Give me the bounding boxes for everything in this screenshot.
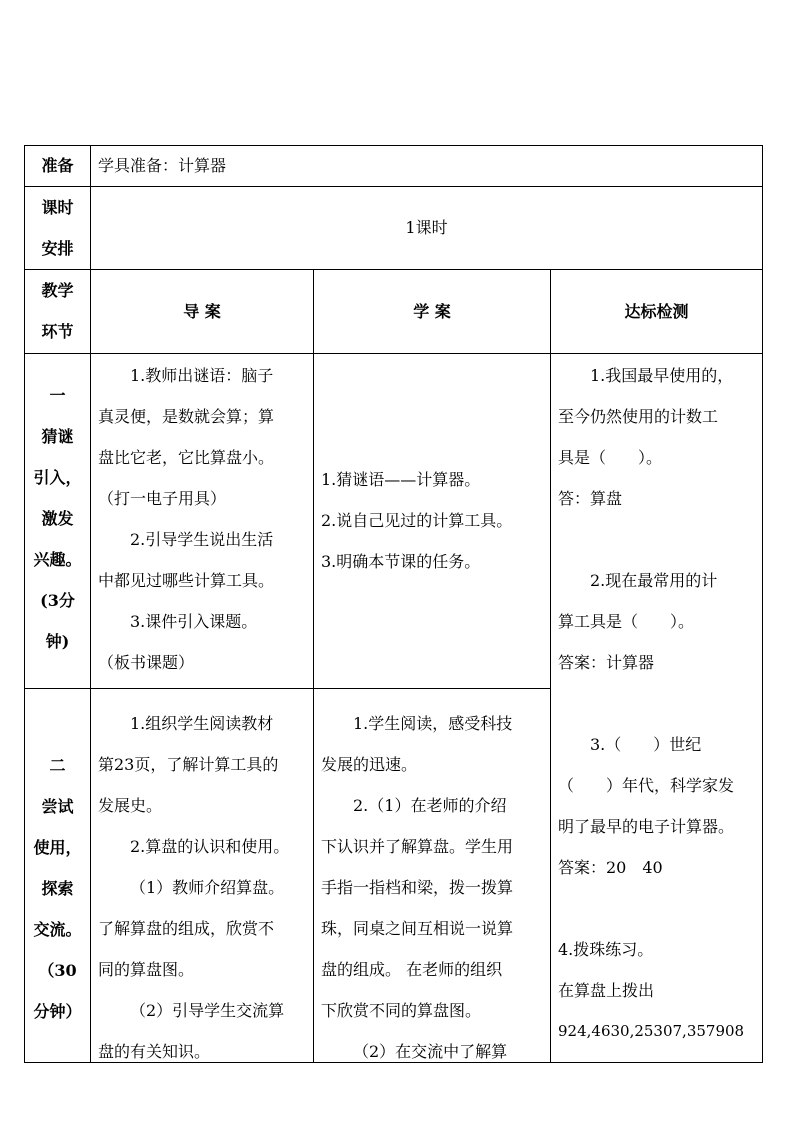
section1-label-line: 钟) [45,632,70,651]
spacer [558,683,761,724]
check-line: 1.我国最早使用的， [590,366,734,385]
study-line: （2）在交流中了解算 [353,1042,508,1061]
study-line: 下认识并了解算盘。学生用 [321,837,514,856]
guide-line: （打一电子用具） [98,489,227,508]
check-line: （ ）年代，科学家发 [558,776,735,795]
time-label [25,187,90,269]
guide-line: 盘比它老，它比算盘小。 [98,448,275,467]
check-line: 至今仍然使用的计数工 [558,407,719,426]
section1-label-line: 猜谜 [41,427,74,446]
guide-line: 同的算盘图。 [98,960,195,979]
study-line: 2.说自己见过的计算工具。 [321,511,513,530]
section1-label-line: 兴趣。 [33,550,82,569]
guide-line: （板书课题） [98,653,195,672]
header-label-line: 教学 [41,281,74,300]
study-line: 手指一指档和梁，拨一拨算 [321,878,514,897]
check-line: 924,4630,25307,357908 [558,1022,745,1040]
section2-study [321,703,549,1062]
study-line: 3.明确本节课的任务。 [321,552,481,571]
guide-line: 第23页，了解计算工具的 [98,755,279,774]
guide-line: 了解算盘的组成，欣赏不 [98,919,275,938]
check-line: 4.拨珠练习。 [558,940,654,959]
study-line: 发展的迅速。 [321,755,418,774]
header-guide: 导 案 [183,302,221,321]
guide-line: 1.教师出谜语：脑子 [130,366,274,385]
study-column-divider [550,269,551,1063]
check-line: 明了最早的电子计算器。 [558,817,735,836]
guide-line: 3.课件引入课题。 [130,612,258,631]
spacer [558,519,761,560]
section2-label-line: 使用， [33,838,82,857]
guide-line: 盘的有关知识。 [98,1042,211,1061]
study-line: 1.学生阅读，感受科技 [353,714,513,733]
header-check: 达标检测 [624,302,689,321]
guide-line: 2.引导学生说出生活 [130,530,274,549]
section1-label-line: (3分 [40,591,75,610]
study-line: 盘的组成。 在老师的组织 [321,960,503,979]
section2-label-line: 二 [49,756,66,775]
guide-line: 真灵便，是数就会算；算 [98,407,275,426]
section1-label-line: 激发 [41,509,74,528]
check-answer: 答案：计算器 [558,653,655,672]
row-divider-header [24,353,763,354]
header-label [25,270,90,352]
section2-label-line: 分钟） [33,1002,82,1021]
guide-line: 发展史。 [98,796,163,815]
check-line: 2.现在最常用的计 [590,571,718,590]
section1-label-line: 引入， [33,468,82,487]
row-divider-prep [24,186,763,187]
section1-label [25,375,90,662]
study-line: 下欣赏不同的算盘图。 [321,1001,482,1020]
guide-line: 2.算盘的认识和使用。 [130,837,290,856]
section2-label-line: 探索 [41,879,74,898]
header-label-line: 环节 [41,322,74,341]
guide-line: 1.组织学生阅读教材 [130,714,274,733]
row-divider-time [24,269,763,270]
study-line: 2.（1）在老师的介绍 [353,796,507,815]
section2-label-line: （30 [38,961,77,980]
guide-column-divider [313,269,314,1063]
check-line: 算工具是（ ）。 [558,612,695,631]
time-content: 1课时 [405,218,448,237]
table-border-right [762,145,763,1063]
section1-guide [98,355,311,683]
label-column-divider [90,145,91,1063]
check-line: 在算盘上拨出 [558,981,655,1000]
guide-line: （2）引导学生交流算 [130,1001,285,1020]
section2-guide [98,703,311,1062]
section1-study [321,459,549,582]
prep-content: 学具准备：计算器 [98,156,227,175]
check-line: 具是（ ）。 [558,448,663,467]
check-answer: 答案：20 40 [558,858,663,877]
header-study: 学 案 [413,302,451,321]
table-border-bottom [24,1062,763,1063]
prep-label: 准备 [41,156,74,175]
section2-label [25,745,90,1032]
time-label-line: 安排 [41,239,74,258]
check-column [558,355,761,1052]
check-answer: 答：算盘 [558,489,623,508]
check-line: 3.（ ）世纪 [590,735,702,754]
section2-label-line: 尝试 [41,797,74,816]
spacer [558,888,761,929]
study-line: 珠，同桌之间互相说一说算 [321,919,514,938]
time-label-line: 课时 [41,198,74,217]
section2-label-line: 交流。 [33,920,82,939]
study-line: 1.猜谜语——计算器。 [321,470,481,489]
row-divider-section [24,688,551,689]
section1-label-line: 一 [49,386,66,405]
guide-line: （1）教师介绍算盘。 [130,878,285,897]
guide-line: 中都见过哪些计算工具。 [98,571,275,590]
